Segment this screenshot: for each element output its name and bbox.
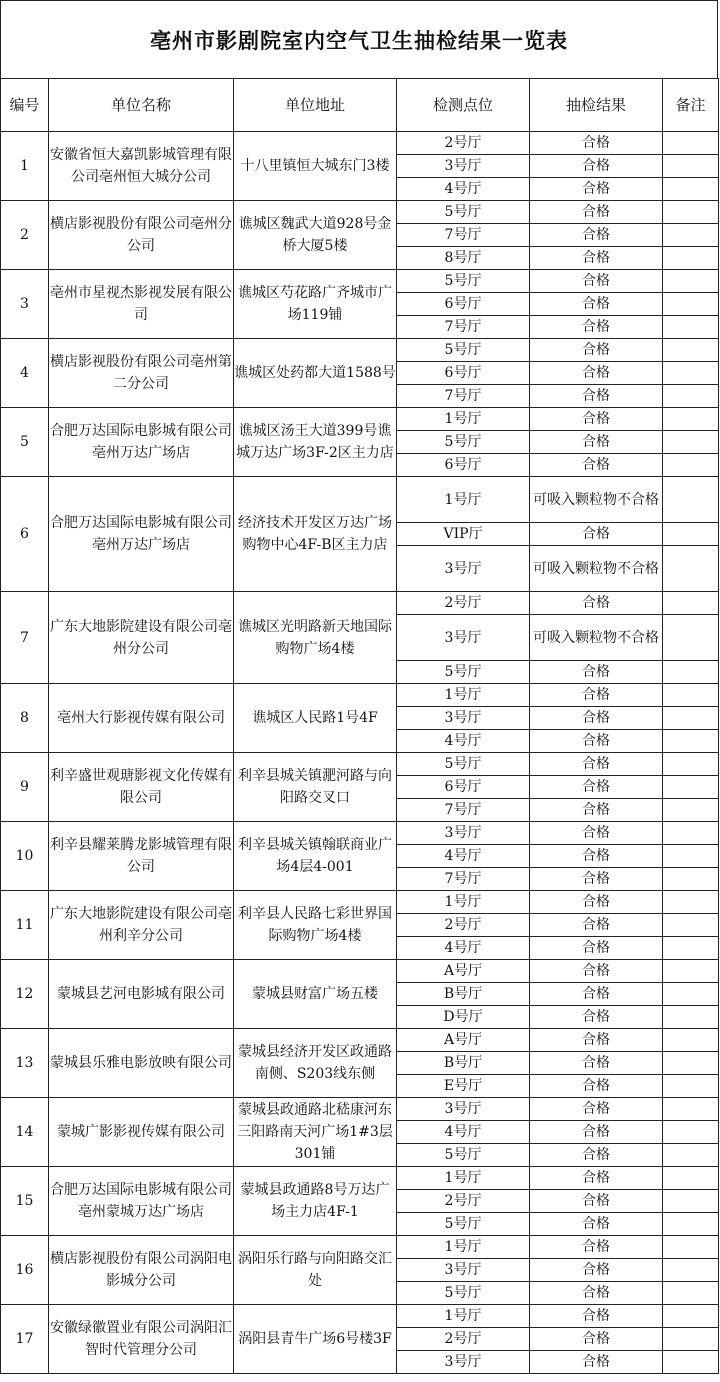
header-row <box>1 79 719 132</box>
unit-name: 合肥万达国际电影城有限公司亳州万达广场店 <box>49 408 234 477</box>
remark-cell <box>663 753 719 776</box>
test-point: 4号厅 <box>397 178 530 201</box>
test-point: 1号厅 <box>397 1305 530 1328</box>
remark-cell <box>663 1167 719 1190</box>
unit-address: 谯城区芍花路广齐城市广场119铺 <box>234 270 397 339</box>
test-result: 合格 <box>530 1098 663 1121</box>
test-point: 1号厅 <box>397 477 530 523</box>
test-point: 6号厅 <box>397 776 530 799</box>
table-row <box>1 1029 719 1052</box>
test-result: 可吸入颗粒物不合格 <box>530 615 663 661</box>
test-point: 5号厅 <box>397 339 530 362</box>
test-point: 3号厅 <box>397 1098 530 1121</box>
remark-cell <box>663 477 719 523</box>
test-result: 合格 <box>530 661 663 684</box>
remark-cell <box>663 454 719 477</box>
remark-cell <box>663 1006 719 1029</box>
unit-address: 谯城区人民路1号4F <box>234 684 397 753</box>
remark-cell <box>663 983 719 1006</box>
test-result: 合格 <box>530 937 663 960</box>
test-result: 合格 <box>530 707 663 730</box>
header-result: 抽检结果 <box>530 79 663 132</box>
remark-cell <box>663 684 719 707</box>
test-point: 6号厅 <box>397 454 530 477</box>
table-row <box>1 891 719 914</box>
table-row <box>1 477 719 523</box>
test-point: E号厅 <box>397 1075 530 1098</box>
remark-cell <box>663 1144 719 1167</box>
test-point: 2号厅 <box>397 1328 530 1351</box>
test-point: 6号厅 <box>397 293 530 316</box>
unit-name: 横店影视股份有限公司亳州分公司 <box>49 201 234 270</box>
test-result: 合格 <box>530 178 663 201</box>
remark-cell <box>663 661 719 684</box>
test-result: 合格 <box>530 1029 663 1052</box>
test-point: 7号厅 <box>397 385 530 408</box>
test-point: 6号厅 <box>397 362 530 385</box>
test-point: 3号厅 <box>397 155 530 178</box>
row-number: 14 <box>1 1098 49 1167</box>
test-result: 合格 <box>530 1351 663 1374</box>
table-row <box>1 1098 719 1121</box>
test-point: 4号厅 <box>397 937 530 960</box>
test-result: 合格 <box>530 776 663 799</box>
test-point: 1号厅 <box>397 1167 530 1190</box>
remark-cell <box>663 178 719 201</box>
remark-cell <box>663 1305 719 1328</box>
test-result: 合格 <box>530 592 663 615</box>
test-point: D号厅 <box>397 1006 530 1029</box>
remark-cell <box>663 132 719 155</box>
table-body <box>1 132 719 1374</box>
unit-name: 蒙城广影影视传媒有限公司 <box>49 1098 234 1167</box>
row-number: 10 <box>1 822 49 891</box>
row-number: 9 <box>1 753 49 822</box>
test-result: 合格 <box>530 1075 663 1098</box>
test-point: A号厅 <box>397 1029 530 1052</box>
test-result: 合格 <box>530 684 663 707</box>
row-number: 15 <box>1 1167 49 1236</box>
unit-name: 安徽绿徽置业有限公司涡阳汇智时代管理分公司 <box>49 1305 234 1374</box>
test-point: A号厅 <box>397 960 530 983</box>
test-point: 3号厅 <box>397 546 530 592</box>
remark-cell <box>663 960 719 983</box>
header-remark: 备注 <box>663 79 719 132</box>
remark-cell <box>663 615 719 661</box>
test-point: 5号厅 <box>397 1282 530 1305</box>
remark-cell <box>663 914 719 937</box>
remark-cell <box>663 523 719 546</box>
remark-cell <box>663 1328 719 1351</box>
test-point: 2号厅 <box>397 132 530 155</box>
table-row <box>1 684 719 707</box>
remark-cell <box>663 1351 719 1374</box>
table-row <box>1 1236 719 1259</box>
remark-cell <box>663 1098 719 1121</box>
test-result: 可吸入颗粒物不合格 <box>530 546 663 592</box>
test-result: 合格 <box>530 1190 663 1213</box>
remark-cell <box>663 155 719 178</box>
test-point: 4号厅 <box>397 1121 530 1144</box>
remark-cell <box>663 270 719 293</box>
remark-cell <box>663 1121 719 1144</box>
unit-name: 合肥万达国际电影城有限公司亳州蒙城万达广场店 <box>49 1167 234 1236</box>
remark-cell <box>663 385 719 408</box>
test-result: 合格 <box>530 1144 663 1167</box>
test-result: 合格 <box>530 799 663 822</box>
test-result: 合格 <box>530 431 663 454</box>
test-result: 合格 <box>530 454 663 477</box>
test-result: 合格 <box>530 339 663 362</box>
test-result: 合格 <box>530 132 663 155</box>
test-result: 合格 <box>530 362 663 385</box>
remark-cell <box>663 201 719 224</box>
test-result: 合格 <box>530 1167 663 1190</box>
test-result: 合格 <box>530 845 663 868</box>
test-point: 2号厅 <box>397 1190 530 1213</box>
test-result: 合格 <box>530 1006 663 1029</box>
test-point: 5号厅 <box>397 1144 530 1167</box>
unit-address: 谯城区光明路新天地国际购物广场4楼 <box>234 592 397 684</box>
header-address: 单位地址 <box>234 79 397 132</box>
row-number: 13 <box>1 1029 49 1098</box>
unit-name: 横店影视股份有限公司亳州第二分公司 <box>49 339 234 408</box>
unit-address: 谯城区魏武大道928号金桥大厦5楼 <box>234 201 397 270</box>
remark-cell <box>663 730 719 753</box>
unit-address: 利辛县人民路七彩世界国际购物广场4楼 <box>234 891 397 960</box>
test-result: 合格 <box>530 1213 663 1236</box>
unit-name: 广东大地影院建设有限公司亳州利辛分公司 <box>49 891 234 960</box>
row-number: 11 <box>1 891 49 960</box>
remark-cell <box>663 224 719 247</box>
header-point: 检测点位 <box>397 79 530 132</box>
test-result: 合格 <box>530 1282 663 1305</box>
remark-cell <box>663 316 719 339</box>
remark-cell <box>663 891 719 914</box>
remark-cell <box>663 1052 719 1075</box>
test-result: 合格 <box>530 891 663 914</box>
unit-name: 利辛县耀莱腾龙影城管理有限公司 <box>49 822 234 891</box>
remark-cell <box>663 822 719 845</box>
test-result: 合格 <box>530 523 663 546</box>
test-point: 4号厅 <box>397 845 530 868</box>
test-point: VIP厅 <box>397 523 530 546</box>
test-point: 5号厅 <box>397 201 530 224</box>
test-result: 合格 <box>530 983 663 1006</box>
results-table <box>0 78 719 1374</box>
test-point: 4号厅 <box>397 730 530 753</box>
test-point: 5号厅 <box>397 753 530 776</box>
test-point: 3号厅 <box>397 1351 530 1374</box>
test-point: 7号厅 <box>397 868 530 891</box>
remark-cell <box>663 937 719 960</box>
test-point: 1号厅 <box>397 408 530 431</box>
table-row <box>1 201 719 224</box>
remark-cell <box>663 707 719 730</box>
table-row <box>1 339 719 362</box>
test-point: 5号厅 <box>397 431 530 454</box>
test-point: 7号厅 <box>397 224 530 247</box>
remark-cell <box>663 1029 719 1052</box>
test-point: 1号厅 <box>397 1236 530 1259</box>
unit-address: 谯城区汤王大道399号谯城万达广场3F-2区主力店 <box>234 408 397 477</box>
unit-name: 利辛盛世观瑭影视文化传媒有限公司 <box>49 753 234 822</box>
unit-name: 广东大地影院建设有限公司亳州分公司 <box>49 592 234 684</box>
unit-address: 蒙城县经济开发区政通路南侧、S203线东侧 <box>234 1029 397 1098</box>
test-result: 合格 <box>530 316 663 339</box>
remark-cell <box>663 868 719 891</box>
unit-name: 安徽省恒大嘉凯影城管理有限公司亳州恒大城分公司 <box>49 132 234 201</box>
remark-cell <box>663 362 719 385</box>
remark-cell <box>663 546 719 592</box>
table-row <box>1 960 719 983</box>
table-row <box>1 592 719 615</box>
remark-cell <box>663 592 719 615</box>
table-row <box>1 1305 719 1328</box>
test-point: 5号厅 <box>397 1213 530 1236</box>
remark-cell <box>663 1213 719 1236</box>
test-point: B号厅 <box>397 983 530 1006</box>
unit-name: 亳州大行影视传媒有限公司 <box>49 684 234 753</box>
test-point: B号厅 <box>397 1052 530 1075</box>
remark-cell <box>663 845 719 868</box>
remark-cell <box>663 1190 719 1213</box>
unit-address: 蒙城县财富广场五楼 <box>234 960 397 1029</box>
remark-cell <box>663 1236 719 1259</box>
table-row <box>1 1167 719 1190</box>
row-number: 7 <box>1 592 49 684</box>
unit-name: 蒙城县乐雅电影放映有限公司 <box>49 1029 234 1098</box>
unit-address: 十八里镇恒大城东门3楼 <box>234 132 397 201</box>
test-result: 合格 <box>530 408 663 431</box>
table-row <box>1 132 719 155</box>
test-result: 合格 <box>530 247 663 270</box>
test-result: 合格 <box>530 753 663 776</box>
test-result: 合格 <box>530 868 663 891</box>
header-num: 编号 <box>1 79 49 132</box>
test-point: 7号厅 <box>397 316 530 339</box>
table-row <box>1 270 719 293</box>
test-point: 1号厅 <box>397 891 530 914</box>
page-title: 亳州市影剧院室内空气卫生抽检结果一览表 <box>0 0 718 78</box>
remark-cell <box>663 1282 719 1305</box>
row-number: 3 <box>1 270 49 339</box>
test-point: 3号厅 <box>397 822 530 845</box>
test-point: 5号厅 <box>397 661 530 684</box>
table-row <box>1 408 719 431</box>
test-result: 合格 <box>530 730 663 753</box>
table-row <box>1 822 719 845</box>
remark-cell <box>663 408 719 431</box>
remark-cell <box>663 339 719 362</box>
unit-name: 合肥万达国际电影城有限公司亳州万达广场店 <box>49 477 234 592</box>
unit-address: 涡阳县青牛广场6号楼3F <box>234 1305 397 1374</box>
test-point: 8号厅 <box>397 247 530 270</box>
test-point: 7号厅 <box>397 799 530 822</box>
test-result: 合格 <box>530 270 663 293</box>
test-result: 合格 <box>530 385 663 408</box>
test-result: 合格 <box>530 224 663 247</box>
unit-name: 蒙城县艺河电影城有限公司 <box>49 960 234 1029</box>
test-point: 5号厅 <box>397 270 530 293</box>
remark-cell <box>663 431 719 454</box>
remark-cell <box>663 293 719 316</box>
unit-address: 蒙城县政通路8号万达广场主力店4F-1 <box>234 1167 397 1236</box>
row-number: 17 <box>1 1305 49 1374</box>
table-row <box>1 753 719 776</box>
test-result: 可吸入颗粒物不合格 <box>530 477 663 523</box>
test-result: 合格 <box>530 1305 663 1328</box>
test-result: 合格 <box>530 1121 663 1144</box>
remark-cell <box>663 1259 719 1282</box>
test-result: 合格 <box>530 822 663 845</box>
test-point: 1号厅 <box>397 684 530 707</box>
test-result: 合格 <box>530 155 663 178</box>
test-result: 合格 <box>530 1328 663 1351</box>
test-point: 3号厅 <box>397 615 530 661</box>
row-number: 1 <box>1 132 49 201</box>
unit-address: 经济技术开发区万达广场购物中心4F-B区主力店 <box>234 477 397 592</box>
test-point: 2号厅 <box>397 914 530 937</box>
row-number: 8 <box>1 684 49 753</box>
unit-address: 利辛县城关镇翰联商业广场4层4-001 <box>234 822 397 891</box>
remark-cell <box>663 247 719 270</box>
test-result: 合格 <box>530 960 663 983</box>
unit-name: 亳州市星视杰影视发展有限公司 <box>49 270 234 339</box>
test-result: 合格 <box>530 1052 663 1075</box>
unit-address: 谯城区处药都大道1588号 <box>234 339 397 408</box>
test-result: 合格 <box>530 1236 663 1259</box>
remark-cell <box>663 799 719 822</box>
test-point: 2号厅 <box>397 592 530 615</box>
unit-address: 利辛县城关镇淝河路与向阳路交叉口 <box>234 753 397 822</box>
test-point: 3号厅 <box>397 707 530 730</box>
row-number: 16 <box>1 1236 49 1305</box>
remark-cell <box>663 776 719 799</box>
unit-address: 涡阳乐行路与向阳路交汇处 <box>234 1236 397 1305</box>
row-number: 5 <box>1 408 49 477</box>
test-result: 合格 <box>530 201 663 224</box>
unit-address: 蒙城县政通路北嵇康河东三阳路南天河广场1#3层301铺 <box>234 1098 397 1167</box>
row-number: 12 <box>1 960 49 1029</box>
row-number: 6 <box>1 477 49 592</box>
row-number: 4 <box>1 339 49 408</box>
test-result: 合格 <box>530 1259 663 1282</box>
test-result: 合格 <box>530 914 663 937</box>
row-number: 2 <box>1 201 49 270</box>
test-result: 合格 <box>530 293 663 316</box>
remark-cell <box>663 1075 719 1098</box>
test-point: 3号厅 <box>397 1259 530 1282</box>
unit-name: 横店影视股份有限公司涡阳电影城分公司 <box>49 1236 234 1305</box>
header-name: 单位名称 <box>49 79 234 132</box>
